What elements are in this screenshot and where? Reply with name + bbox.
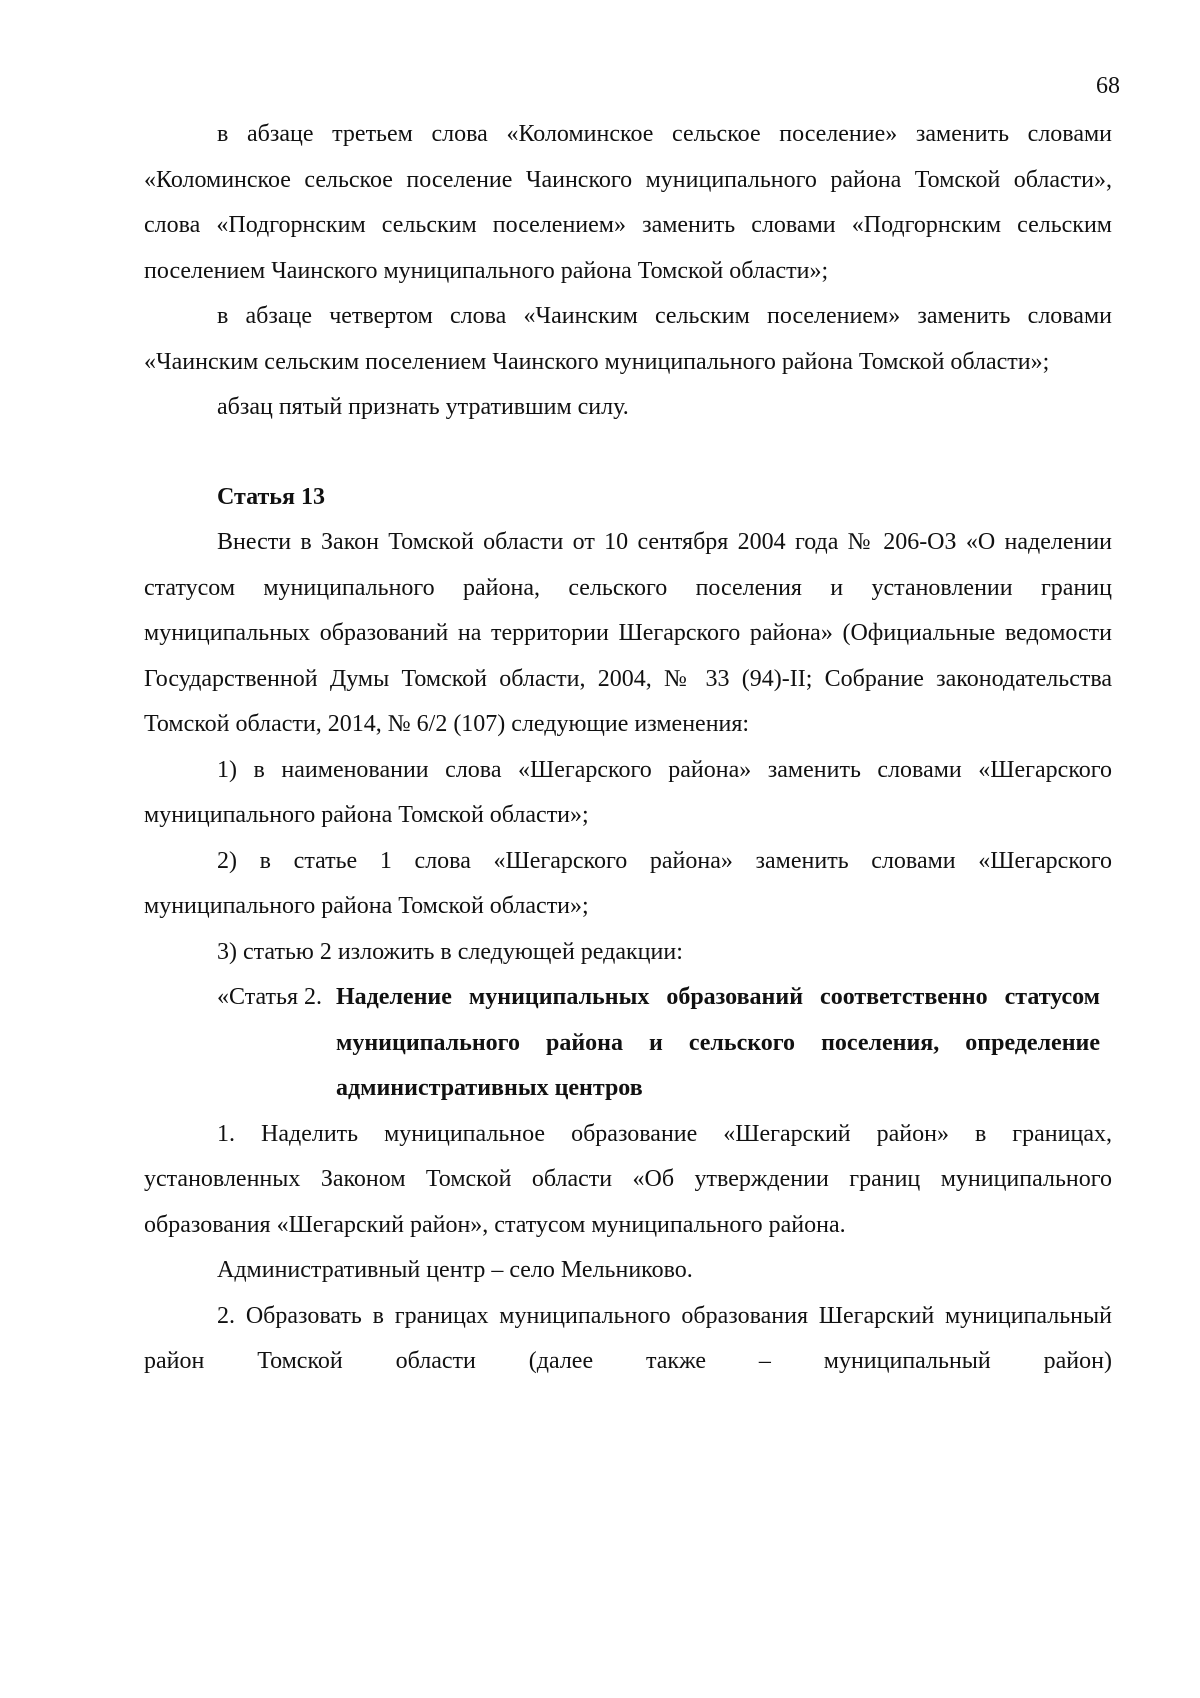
paragraph-abzac-3: в абзаце третьем слова «Коломинское сельское поселение» заменить словами «Коломинское сельское поселение Чаинского муниципального района Томской области», слова «Подгорнским сельским поселением» заменить словами «Подгорнским сельским поселением Чаинского муниципального района Томской области»; <box>144 121 1112 284</box>
article-heading: Статья 13 <box>217 483 325 510</box>
article-item-3: 3) статью 2 изложить в следующей редакции: <box>217 938 683 965</box>
quoted-point-2: 2. Образовать в границах муниципального образования Шегарский муниципальный район Томской области (далее также – муниципальный район) <box>144 1302 1112 1374</box>
section-gap <box>144 431 1112 475</box>
administrative-center: Административный центр – село Мельниково. <box>217 1257 693 1283</box>
document-text <box>144 112 1112 1385</box>
article-item-2: 2) в статье 1 слова «Шегарского района» заменить словами «Шегарского муниципального района Томской области»; <box>144 847 1112 919</box>
quoted-article-title: Наделение муниципальных образований соответственно статусом муниципального района и сельского поселения, определение административных центров <box>335 984 1100 1101</box>
paragraph-abzac-4: в абзаце четвертом слова «Чаинским сельским поселением» заменить словами «Чаинским сельским поселением Чаинского муниципального района Томской области»; <box>144 303 1112 375</box>
quoted-point-1: 1. Наделить муниципальное образование «Шегарский район» в границах, установленных Законом Томской области «Об утверждении границ муниципального образования «Шегарский район», статусом муниципального района. <box>144 1120 1112 1238</box>
paragraph-abzac-5: абзац пятый признать утратившим силу. <box>217 394 629 420</box>
page-number: 68 <box>1096 73 1120 99</box>
article-intro: Внести в Закон Томской области от 10 сентября 2004 года № 206-ОЗ «О наделении статусом муниципального района, сельского поселения и установлении границ муниципальных образований на территории Шегарского района» (Официальные ведомости Государственной Думы Томской области, 2004, № 33 (94)-II; Собрание законодательства Томской области, 2014, № 6/2 (107) следующие изменения: <box>144 529 1112 737</box>
quoted-article-lead: «Статья 2. <box>217 984 322 1010</box>
quoted-article-header <box>144 975 1112 1112</box>
article-item-1: 1) в наименовании слова «Шегарского района» заменить словами «Шегарского муниципального района Томской области»; <box>144 756 1112 828</box>
